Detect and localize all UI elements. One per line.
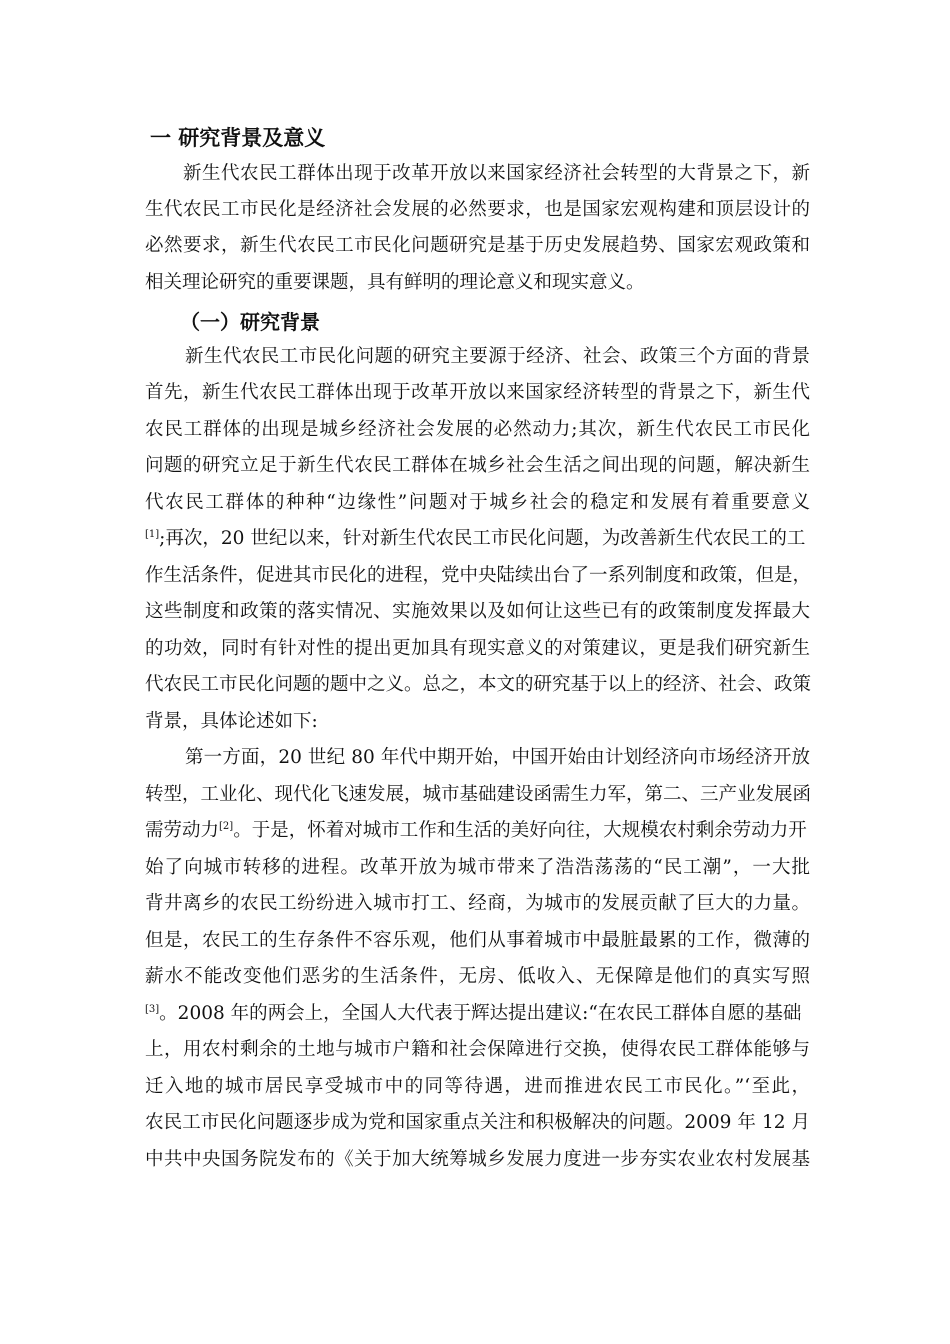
line-text: 。于是，怀着对城市工作和生活的美好向往，大规模农村剩余劳动力开 <box>233 820 807 841</box>
paragraph-line: 始了向城市转移的进程。改革开放为城市带来了浩浩荡荡的“民工潮”，一大批 <box>145 857 810 878</box>
citation-ref: [2] <box>219 820 234 832</box>
citation-ref: [1] <box>145 528 160 540</box>
line-text: ;再次，20 世纪以来，针对新生代农民工市民化问题，为改善新生代农民工的工 <box>159 528 806 549</box>
paragraph-line: 代农民工市民化问题的题中之义。总之，本文的研究基于以上的经济、社会、政策 <box>145 674 812 695</box>
paragraph-line: 转型，工业化、现代化飞速发展，城市基础建设函需生力军，第二、三产业发展函 <box>145 784 812 805</box>
paragraph-line: 相关理论研究的重要课题，具有鲜明的理论意义和现实意义。 <box>145 272 645 293</box>
line-text: 需劳动力 <box>145 820 220 841</box>
paragraph-line <box>145 527 810 551</box>
paragraph-line: 首先，新生代农民工群体出现于改革开放以来国家经济转型的背景之下，新生代 <box>145 382 810 403</box>
paragraph-line <box>145 819 810 843</box>
paragraph-line: 背景，具体论述如下: <box>145 711 318 732</box>
paragraph-line: 新生代农民工群体出现于改革开放以来国家经济社会转型的大背景之下，新 <box>183 163 810 184</box>
paragraph-line: 农民工群体的出现是城乡经济社会发展的必然动力;其次，新生代农民工市民化 <box>145 419 810 440</box>
paragraph-line: 问题的研究立足于新生代农民工群体在城乡社会生活之间出现的问题，解决新生 <box>145 455 810 476</box>
paragraph-line: 上，用农村剩余的土地与城市户籍和社会保障进行交换，使得农民工群体能够与 <box>145 1039 810 1060</box>
paragraph-line: 生代农民工市民化是经济社会发展的必然要求，也是国家宏观构建和顶层设计的 <box>145 199 810 220</box>
paragraph-line: 作生活条件，促进其市民化的进程，党中央陆续出台了一系列制度和政策，但是， <box>145 565 812 586</box>
paragraph-line: 第一方面，20 世纪 80 年代中期开始，中国开始由计划经济向市场经济开放 <box>185 747 810 768</box>
paragraph-line: 的功效，同时有针对性的提出更加具有现实意义的对策建议，更是我们研究新生 <box>145 638 810 659</box>
paragraph-line: 代农民工群体的种种“边缘性”问题对于城乡社会的稳定和发展有着重要意义 <box>145 492 810 513</box>
paragraph-line: 薪水不能改变他们恶劣的生活条件，无房、低收入、无保障是他们的真实写照 <box>145 966 810 987</box>
paragraph-line: 新生代农民工市民化问题的研究主要源于经济、社会、政策三个方面的背景 <box>185 346 810 367</box>
citation-ref: [3] <box>145 1003 160 1015</box>
paragraph-line: 这些制度和政策的落实情况、实施效果以及如何让这些已有的政策制度发挥最大 <box>145 601 810 622</box>
paragraph-line: 农民工市民化问题逐步成为党和国家重点关注和积极解决的问题。2009 年 12 月 <box>145 1112 810 1133</box>
paragraph-line: 迁入地的城市居民享受城市中的同等待遇，进而推进农民工市民化。”‘至此， <box>145 1076 810 1097</box>
paragraph-line: 中共中央国务院发布的《关于加大统筹城乡发展力度进一步夯实农业农村发展基 <box>145 1149 810 1170</box>
line-text: 。2008 年的两会上，全国人大代表于辉达提出建议:“在农民工群体自愿的基础 <box>159 1003 802 1024</box>
paragraph-line <box>145 1002 810 1026</box>
paragraph-line: 但是，农民工的生存条件不容乐观，他们从事着城市中最脏最累的工作，微薄的 <box>145 930 810 951</box>
paragraph-line: 背井离乡的农民工纷纷进入城市打工、经商，为城市的发展贡献了巨大的力量。 <box>145 893 810 914</box>
subsection-heading: （一）研究背景 <box>180 310 320 334</box>
paragraph-line: 必然要求，新生代农民工市民化问题研究是基于历史发展趋势、国家宏观政策和 <box>145 235 810 256</box>
section-heading: 一 研究背景及意义 <box>150 125 326 150</box>
